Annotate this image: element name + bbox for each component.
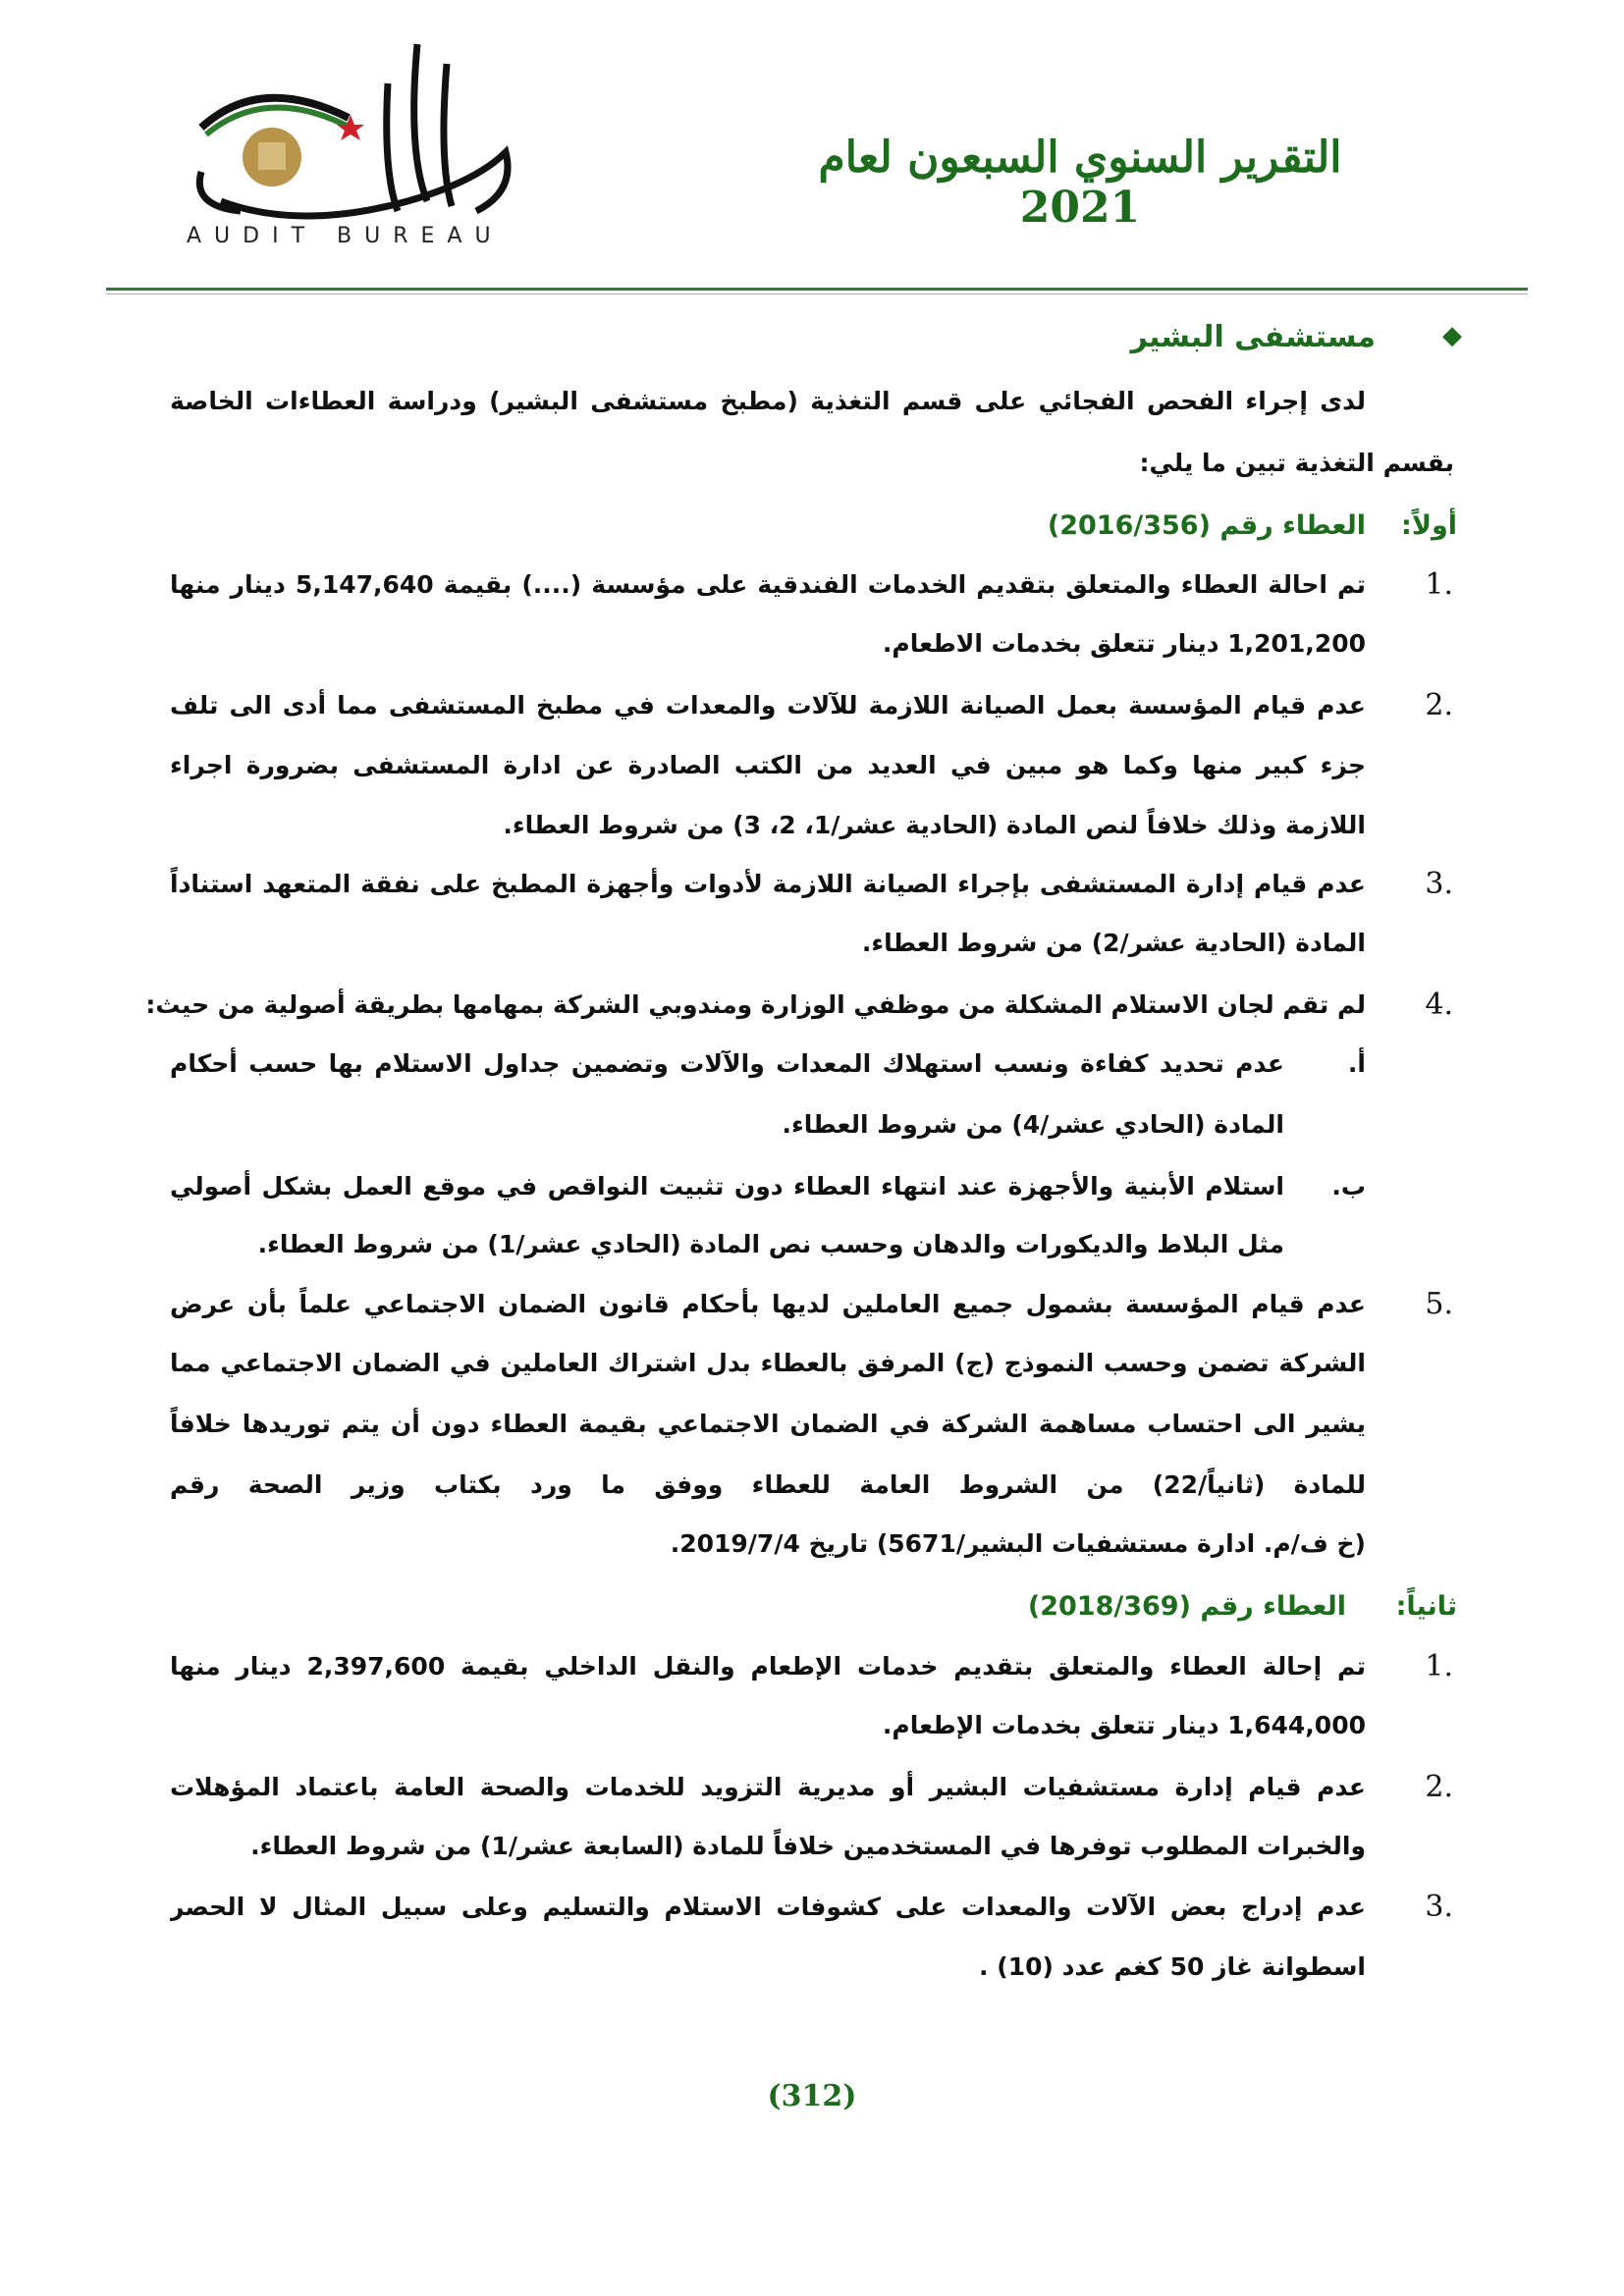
item-line: جزء كبير منها وكما هو مبين في العديد من الكتب الصادرة عن ادارة المستشفى بضرورة اجراء <box>170 751 1366 779</box>
header-divider <box>106 288 1528 291</box>
tender-title: العطاء رقم (2016/356) <box>1047 510 1366 541</box>
item-number: 3. <box>1425 867 1453 901</box>
item-line: والخبرات المطلوب توفرها في المستخدمين خلافاً للمادة (السابعة عشر/1) من شروط العطاء. <box>250 1832 1366 1860</box>
tender-label: أولاً: <box>1401 510 1457 541</box>
item-line: اسطوانة غاز 50 كغم عدد (10) . <box>979 1952 1366 1981</box>
sub-item-line: استلام الأبنية والأجهزة عند انتهاء العطاء دون تثبيت النواقص في موقع العمل بشكل أصولي <box>170 1172 1284 1201</box>
item-number: 4. <box>1425 988 1453 1022</box>
item-line: لم تقم لجان الاستلام المشكلة من موظفي الوزارة ومندوبي الشركة بمهامها بطريقة أصولية من حيث: <box>145 990 1366 1019</box>
intro-line: بقسم التغذية تبين ما يلي: <box>1139 449 1454 477</box>
item-line: اللازمة وذلك خلافاً لنص المادة (الحادية عشر/1، 2، 3) من شروط العطاء. <box>503 811 1366 839</box>
item-number: 2. <box>1425 688 1453 722</box>
sub-item-line: المادة (الحادي عشر/4) من شروط العطاء. <box>782 1110 1284 1139</box>
report-title: التقرير السنوي السبعون لعام 2021 <box>818 133 1342 233</box>
section-heading: مستشفى البشير <box>1130 320 1376 354</box>
item-line: عدم قيام المؤسسة بشمول جميع العاملين لديها بأحكام قانون الضمان الاجتماعي علماً بأن عرض <box>170 1290 1366 1318</box>
sub-item-letter: أ. <box>1347 1049 1366 1078</box>
item-line: عدم قيام إدارة مستشفيات البشير أو مديرية التزويد للخدمات والصحة العامة باعتماد المؤهلات <box>170 1773 1366 1801</box>
item-number: 1. <box>1425 567 1453 602</box>
sub-item-line: عدم تحديد كفاءة ونسب استهلاك المعدات والآلات وتضمين جداول الاستلام بها حسب أحكام <box>170 1049 1284 1078</box>
item-line: يشير الى احتساب مساهمة الشركة في الضمان الاجتماعي بقيمة العطاء دون أن يتم توريدها خلافاً <box>170 1410 1366 1438</box>
item-line: عدم إدراج بعض الآلات والمعدات على كشوفات الاستلام والتسليم وعلى سبيل المثال لا الحصر <box>170 1893 1366 1921</box>
page-number: (312) <box>767 2079 857 2113</box>
item-line: 1,201,200 دينار تتعلق بخدمات الاطعام. <box>882 629 1366 658</box>
item-line: (خ ف/م. ادارة مستشفيات البشير/5671) تاريخ 2019/7/4. <box>670 1529 1366 1558</box>
item-number: 1. <box>1425 1649 1453 1683</box>
item-line: عدم قيام إدارة المستشفى بإجراء الصيانة اللازمة لأدوات وأجهزة المطبخ على نفقة المتعهد استناداً <box>170 870 1366 898</box>
audit-bureau-logo <box>182 34 555 255</box>
tender-title: العطاء رقم (2018/369) <box>1027 1591 1346 1622</box>
item-number: 2. <box>1425 1770 1453 1804</box>
sub-item-letter: ب. <box>1331 1172 1366 1201</box>
item-line: عدم قيام المؤسسة بعمل الصيانة اللازمة للآلات والمعدات في مطبخ المستشفى مما أدى الى تلف <box>170 691 1366 720</box>
item-line: المادة (الحادية عشر/2) من شروط العطاء. <box>861 929 1366 957</box>
item-line: 1,644,000 دينار تتعلق بخدمات الإطعام. <box>882 1711 1366 1739</box>
item-number: 3. <box>1425 1890 1453 1924</box>
tender-label: ثانياً: <box>1395 1591 1457 1622</box>
logo-english-text: AUDIT BUREAU <box>187 224 504 248</box>
sub-item-line: مثل البلاط والديكورات والدهان وحسب نص المادة (الحادي عشر/1) من شروط العطاء. <box>257 1230 1284 1258</box>
item-number: 5. <box>1425 1287 1453 1321</box>
item-line: تم إحالة العطاء والمتعلق بتقديم خدمات الإطعام والنقل الداخلي بقيمة 2,397,600 دينار منها <box>170 1652 1366 1681</box>
item-line: تم احالة العطاء والمتعلق بتقديم الخدمات الفندقية على مؤسسة (....) بقيمة 5,147,640 دينار منها <box>170 570 1366 599</box>
intro-line: لدى إجراء الفحص الفجائي على قسم التغذية (مطبخ مستشفى البشير) ودراسة العطاءات الخاصة <box>170 387 1366 415</box>
item-line: للمادة (ثانياً/22) من الشروط العامة للعطاء ووفق ما ورد بكتاب وزير الصحة رقم <box>170 1470 1366 1499</box>
item-line: الشركة تضمن وحسب النموذج (ج) المرفق بالعطاء بدل اشتراك العاملين في الضمان الاجتماعي مما <box>170 1349 1366 1377</box>
diamond-bullet-icon: ◆ <box>1442 321 1462 350</box>
